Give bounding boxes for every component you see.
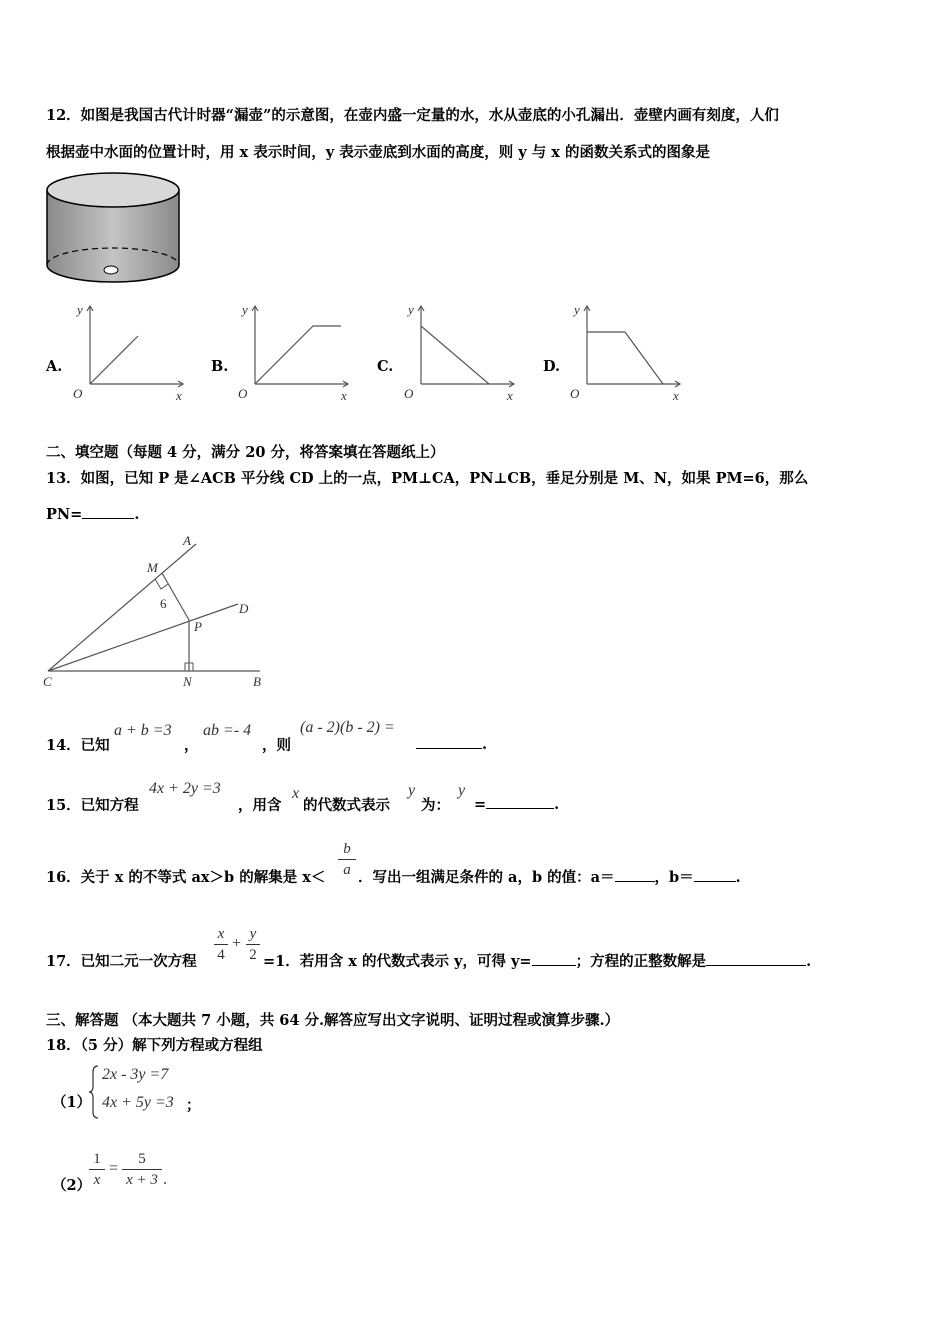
q17-solution-blank[interactable] bbox=[706, 951, 806, 966]
label-p: P bbox=[194, 619, 202, 634]
q17-f2-den: 2 bbox=[249, 947, 257, 963]
water-clock-figure bbox=[40, 168, 190, 292]
q14-separator: ， bbox=[184, 737, 199, 754]
q14-answer-line bbox=[416, 734, 487, 753]
q17-f2-num: y bbox=[249, 926, 257, 942]
q15-var-y: y bbox=[408, 782, 416, 799]
q17-fraction-y-over-2 bbox=[246, 925, 260, 964]
option-c-origin-label: O bbox=[404, 386, 414, 401]
label-a: A bbox=[183, 533, 191, 548]
q15-equation: 4x + 2y =3 bbox=[149, 780, 221, 797]
q18-part1-label: （1） bbox=[52, 1094, 92, 1111]
q16-rest bbox=[358, 866, 741, 887]
q15-equals: = bbox=[474, 796, 487, 813]
option-c-graph[interactable] bbox=[399, 298, 521, 404]
q16-b-blank[interactable] bbox=[694, 867, 736, 882]
q17-rest2: ；方程的正整数解是 bbox=[575, 953, 707, 970]
q14-expr-product: ab =- 4 bbox=[203, 722, 252, 739]
q12-text-line1: 12．如图是我国古代计时器“漏壶”的示意图，在壶内盛一定量的水，水从壶底的小孔漏出．壶壁内画有刻度，人们 bbox=[46, 107, 779, 124]
q15-answer-blank[interactable] bbox=[486, 794, 554, 809]
q18-part1-eq2: 4x + 5y =3 bbox=[102, 1094, 174, 1111]
q17-f1-num: x bbox=[217, 926, 225, 942]
label-six: 6 bbox=[160, 596, 167, 611]
option-d-graph[interactable] bbox=[565, 298, 687, 404]
q15-var-x: x bbox=[292, 785, 300, 802]
q15-mid2: 的代数式表示 bbox=[303, 797, 390, 814]
q18-part2-end: . bbox=[163, 1171, 167, 1188]
option-b-label[interactable]: B. bbox=[211, 358, 229, 375]
q15-mid1: ，用含 bbox=[238, 797, 282, 814]
q18-part1-end: ； bbox=[186, 1097, 201, 1114]
q17-fraction-x-over-4 bbox=[214, 925, 228, 964]
q14-expr-sum: a + b =3 bbox=[114, 722, 172, 739]
q17-rest1: =1．若用含 x 的代数式表示 y，可得 y= bbox=[263, 953, 532, 970]
q14-prefix: 14．已知 bbox=[46, 737, 110, 754]
option-b-x-label: x bbox=[341, 388, 347, 403]
q16-comma: ，b＝ bbox=[654, 869, 694, 886]
q15-prefix: 15．已知方程 bbox=[46, 797, 139, 814]
q16-fraction-b-over-a bbox=[338, 840, 356, 879]
q16-frac-den: a bbox=[343, 862, 351, 878]
q17-y-blank[interactable] bbox=[532, 951, 576, 966]
q18-part2-left-fraction bbox=[89, 1150, 105, 1189]
option-b-graph[interactable] bbox=[233, 298, 355, 404]
q17-prefix: 17．已知二元一次方程 bbox=[46, 953, 197, 970]
q18-p2-l-num: 1 bbox=[93, 1151, 101, 1167]
label-d: D bbox=[239, 601, 249, 616]
q18-part2-right-fraction bbox=[122, 1150, 162, 1189]
q18-p2-r-den: x + 3 bbox=[126, 1172, 158, 1188]
option-d-x-label: x bbox=[673, 388, 679, 403]
q14-then: ，则 bbox=[262, 737, 291, 754]
q15-mid3: 为： bbox=[421, 797, 450, 814]
q16-end: . bbox=[735, 869, 741, 886]
q17-plus: + bbox=[232, 935, 242, 952]
section-2-title: 二、填空题（每题 4 分，满分 20 分，将答案填在答题纸上） bbox=[46, 444, 445, 461]
label-b: B bbox=[253, 674, 261, 689]
option-a-label[interactable]: A. bbox=[46, 358, 63, 375]
q18-part1-brace bbox=[88, 1064, 100, 1120]
q13-text-line1: 13．如图，已知 P 是∠ACB 平分线 CD 上的一点，PM⊥CA，PN⊥CB，垂足分别是 M、N，如果 PM=6，那么 bbox=[46, 470, 809, 487]
option-a-graph[interactable] bbox=[68, 298, 190, 404]
q17-rest bbox=[263, 950, 811, 971]
option-b-origin-label: O bbox=[238, 386, 248, 401]
option-d-label[interactable]: D. bbox=[543, 358, 561, 375]
option-c-x-label: x bbox=[507, 388, 513, 403]
option-c-y-label: y bbox=[408, 302, 414, 317]
q13-end: . bbox=[134, 506, 140, 523]
q15-end: . bbox=[554, 796, 560, 813]
q13-pn-prefix: PN= bbox=[46, 506, 83, 523]
angle-bisector-figure bbox=[38, 530, 278, 692]
label-m: M bbox=[147, 560, 158, 575]
option-b-y-label: y bbox=[242, 302, 248, 317]
q15-var-y-answer: y bbox=[458, 782, 466, 799]
q16-frac-num: b bbox=[343, 841, 351, 857]
q18-part2-equals: = bbox=[109, 1160, 119, 1177]
section-3-title: 三、解答题 （本大题共 7 小题，共 64 分.解答应写出文字说明、证明过程或演算步骤.） bbox=[46, 1012, 620, 1029]
q18-p2-r-num: 5 bbox=[138, 1151, 146, 1167]
q18-p2-l-den: x bbox=[93, 1172, 101, 1188]
q17-f1-den: 4 bbox=[217, 947, 225, 963]
q14-expr-target: (a - 2)(b - 2) = bbox=[300, 719, 395, 736]
q14-answer-blank[interactable] bbox=[416, 734, 482, 749]
option-a-origin-label: O bbox=[73, 386, 83, 401]
q12-text-line2: 根据壶中水面的位置计时，用 x 表示时间，y 表示壶底到水面的高度，则 y 与 x 的函数关系式的图象是 bbox=[46, 144, 710, 161]
q18-part2-label: （2） bbox=[52, 1177, 92, 1194]
label-c: C bbox=[43, 674, 52, 689]
option-d-origin-label: O bbox=[570, 386, 580, 401]
q13-answer-blank[interactable] bbox=[82, 504, 134, 519]
option-c-label[interactable]: C. bbox=[377, 358, 394, 375]
q18-part1-eq1: 2x - 3y =7 bbox=[102, 1066, 169, 1083]
q17-end: . bbox=[806, 953, 812, 970]
q16-prefix: 16．关于 x 的不等式 ax＞b 的解集是 x＜ bbox=[46, 869, 326, 886]
option-a-x-label: x bbox=[176, 388, 182, 403]
q18-title: 18．（5 分）解下列方程或方程组 bbox=[46, 1037, 263, 1054]
label-n: N bbox=[183, 674, 192, 689]
q15-answer-line bbox=[474, 794, 559, 813]
q16-rest-text: ．写出一组满足条件的 a，b 的值：a＝ bbox=[358, 869, 615, 886]
option-d-y-label: y bbox=[574, 302, 580, 317]
q16-a-blank[interactable] bbox=[615, 867, 655, 882]
option-a-y-label: y bbox=[77, 302, 83, 317]
q14-end: . bbox=[482, 736, 488, 753]
q13-text-line2 bbox=[46, 504, 139, 523]
